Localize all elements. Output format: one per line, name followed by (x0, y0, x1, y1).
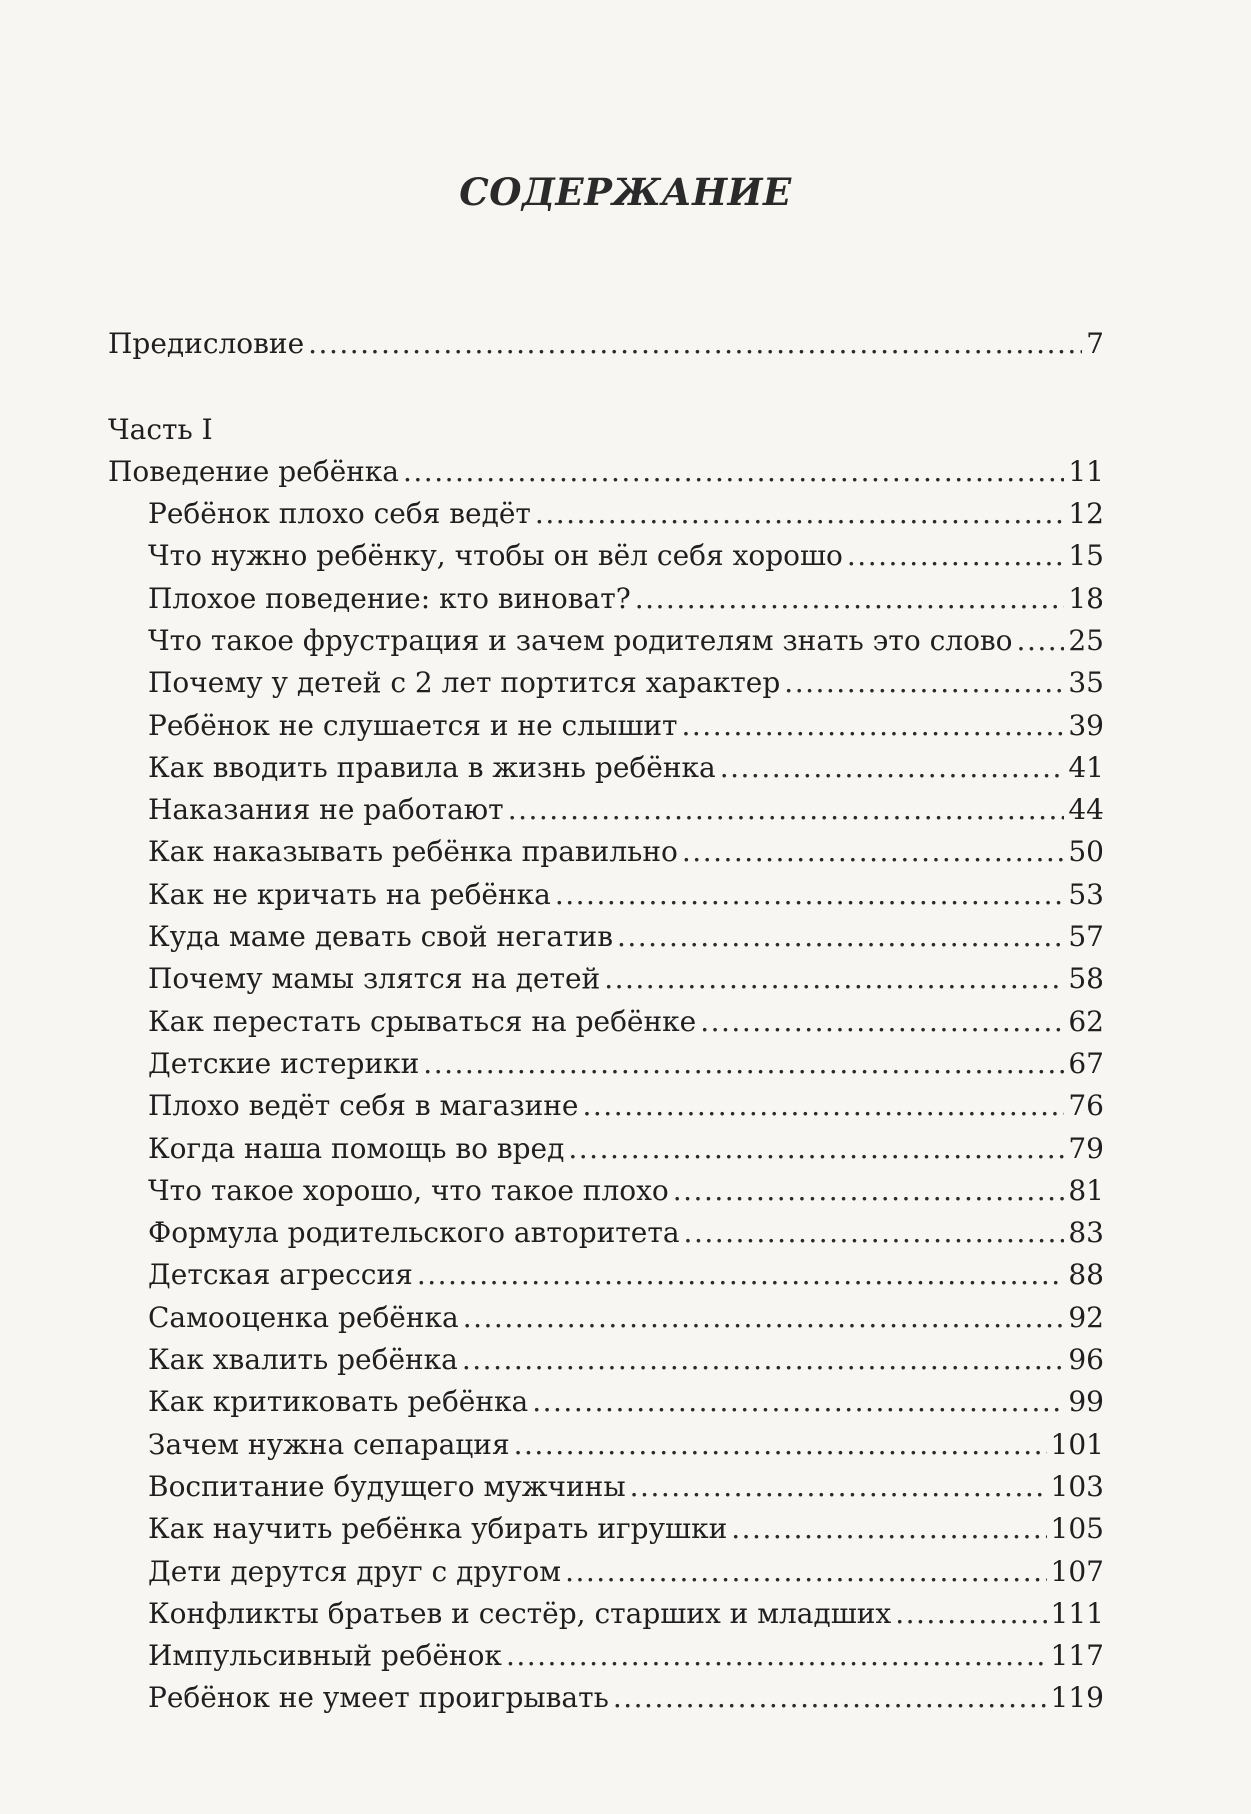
toc-entry-label: Что такое хорошо, что такое плохо (148, 1173, 669, 1207)
toc-entry-page: 67 (1068, 1046, 1104, 1080)
dot-leader (565, 1554, 1046, 1590)
toc-entry-page: 76 (1068, 1089, 1104, 1123)
dot-leader (847, 538, 1064, 574)
toc-entry (148, 877, 1104, 913)
toc-entry-label: Детские истерики (148, 1046, 420, 1080)
toc-entry-label: Дети дерутся друг с другом (148, 1554, 562, 1588)
toc-entry (148, 834, 1104, 870)
dot-leader (630, 1469, 1047, 1505)
toc-entry-page: 111 (1050, 1596, 1104, 1630)
dot-leader (535, 496, 1064, 532)
dot-leader (635, 581, 1065, 617)
toc-entry (148, 538, 1104, 574)
toc-entry-label: Как наказывать ребёнка правильно (148, 835, 678, 869)
toc-entry-label: Как хвалить ребёнка (148, 1343, 458, 1376)
toc-entry (148, 1384, 1104, 1420)
toc-entry-page: 57 (1068, 920, 1104, 953)
toc-entry-page: 81 (1068, 1173, 1104, 1207)
toc-entry (148, 1342, 1104, 1378)
dot-leader (604, 961, 1064, 997)
toc-entry (148, 1554, 1104, 1590)
toc-entry (148, 1088, 1104, 1124)
dot-leader (684, 1215, 1065, 1251)
toc-entry (148, 750, 1104, 786)
dot-leader (506, 1638, 1047, 1674)
toc-entry-page: 62 (1068, 1004, 1104, 1038)
toc-entry-page: 35 (1068, 666, 1104, 700)
toc-entry-page: 41 (1068, 750, 1104, 784)
dot-leader (568, 1131, 1064, 1167)
dot-leader (463, 1300, 1065, 1336)
dot-leader (532, 1384, 1064, 1420)
toc-entry-label: Формула родительского авторитета (148, 1216, 680, 1250)
toc-entry-label: Почему у детей с 2 лет портится характер (148, 666, 781, 700)
toc-entry-label: Как вводить правила в жизнь ребёнка (148, 750, 716, 784)
dot-leader (613, 1680, 1047, 1716)
toc-entry-label: Ребёнок плохо себя ведёт (148, 497, 531, 530)
toc-entry (148, 1680, 1104, 1716)
toc-entry-page: 53 (1068, 877, 1104, 911)
toc-entry-label: Как научить ребёнка убирать игрушки (148, 1512, 728, 1546)
toc-entry-page: 83 (1068, 1216, 1104, 1250)
toc-entry-page: 25 (1068, 623, 1104, 657)
toc-entry-page: 117 (1050, 1639, 1104, 1673)
toc-entry-label: Куда маме девать свой негатив (148, 920, 613, 953)
toc-entry (148, 1004, 1104, 1040)
toc-entry-label: Импульсивный ребёнок (148, 1639, 502, 1673)
toc-entry-label: Когда наша помощь во вред (148, 1131, 565, 1165)
toc-entry (148, 1427, 1104, 1463)
toc-entry-label: Плохое поведение: кто виноват? (148, 581, 631, 615)
part-heading: Часть I (108, 413, 213, 446)
dot-leader (895, 1596, 1046, 1632)
dot-leader (555, 877, 1065, 913)
toc-entry-label: Зачем нужна сепарация (148, 1427, 510, 1461)
toc-entry-page: 7 (1086, 327, 1104, 360)
dot-leader (1017, 623, 1065, 659)
toc-entry-label: Что нужно ребёнку, чтобы он вёл себя хорошо (148, 539, 843, 573)
toc-entry-label: Что такое фрустрация и зачем родителям знать это слово (148, 623, 1013, 657)
toc-entry-label: Плохо ведёт себя в магазине (148, 1089, 579, 1123)
toc-entry-page: 11 (1068, 455, 1104, 488)
toc-entry-label: Ребёнок не слушается и не слышит (148, 708, 678, 742)
toc-entry-label: Воспитание будущего мужчины (148, 1469, 626, 1503)
dot-leader (403, 454, 1064, 490)
toc-entry-page: 101 (1050, 1427, 1104, 1461)
dot-leader (673, 1173, 1065, 1209)
dot-leader (617, 919, 1064, 955)
toc-entry-page: 50 (1068, 835, 1104, 869)
toc-entry (148, 496, 1104, 532)
toc-entry (148, 1596, 1104, 1632)
toc-entry-label: Поведение ребёнка (108, 455, 399, 488)
page-title: СОДЕРЖАНИЕ (459, 170, 792, 214)
toc-entry-preface (108, 326, 1104, 362)
toc-entry-page: 44 (1068, 793, 1104, 827)
toc-entry (148, 623, 1104, 659)
toc-entry-page: 79 (1068, 1131, 1104, 1165)
dot-leader (583, 1088, 1065, 1124)
toc-entry-page: 119 (1050, 1681, 1104, 1715)
toc-entry (148, 961, 1104, 997)
dot-leader (417, 1257, 1065, 1293)
toc-entry-page: 88 (1068, 1258, 1104, 1292)
toc-entry-page: 92 (1068, 1300, 1104, 1334)
toc-entry-label: Детская агрессия (148, 1258, 413, 1292)
toc-entry-section (108, 454, 1104, 490)
toc-entry-label: Наказания не работают (148, 793, 504, 827)
dot-leader (731, 1511, 1046, 1547)
toc-entry (148, 1638, 1104, 1674)
dot-leader (308, 326, 1082, 362)
toc-entry (148, 708, 1104, 744)
dot-leader (682, 834, 1064, 870)
dot-leader (514, 1427, 1047, 1463)
dot-leader (720, 750, 1065, 786)
toc-entry-label: Как не кричать на ребёнка (148, 877, 551, 911)
toc-entry (148, 1131, 1104, 1167)
toc-entry-page: 96 (1068, 1343, 1104, 1376)
toc-entry-label: Предисловие (108, 327, 305, 360)
dot-leader (508, 792, 1065, 828)
toc-entry (148, 665, 1104, 701)
toc-entry-label: Ребёнок не умеет проигрывать (148, 1681, 609, 1715)
toc-entry-page: 12 (1068, 497, 1104, 530)
toc-entry-page: 58 (1068, 962, 1104, 996)
toc-entry-page: 18 (1068, 581, 1104, 615)
dot-leader (423, 1046, 1064, 1082)
dot-leader (462, 1342, 1064, 1378)
toc-entry (148, 919, 1104, 955)
toc-entry-page: 99 (1068, 1385, 1104, 1419)
toc-entry (148, 1257, 1104, 1293)
toc-entry-page: 107 (1050, 1554, 1104, 1588)
toc-entry-label: Самооценка ребёнка (148, 1300, 459, 1334)
toc-entry (148, 792, 1104, 828)
toc-entry-page: 15 (1068, 539, 1104, 573)
toc-entry-label: Почему мамы злятся на детей (148, 962, 601, 996)
toc-entry-label: Конфликты братьев и сестёр, старших и младших (148, 1596, 892, 1630)
toc-entry-page: 39 (1068, 708, 1104, 742)
toc-entry-page: 103 (1050, 1469, 1104, 1503)
toc-entry (148, 1511, 1104, 1547)
dot-leader (682, 708, 1065, 744)
toc-entry-page: 105 (1050, 1512, 1104, 1546)
toc-entry (148, 1173, 1104, 1209)
toc-entry (148, 1469, 1104, 1505)
dot-leader (700, 1004, 1064, 1040)
dot-leader (784, 665, 1064, 701)
toc-entry (148, 1215, 1104, 1251)
toc-entry-label: Как критиковать ребёнка (148, 1385, 529, 1419)
toc-entry-label: Как перестать срываться на ребёнке (148, 1004, 697, 1038)
toc-entry (148, 581, 1104, 617)
toc-entry (148, 1300, 1104, 1336)
toc-entry (148, 1046, 1104, 1082)
